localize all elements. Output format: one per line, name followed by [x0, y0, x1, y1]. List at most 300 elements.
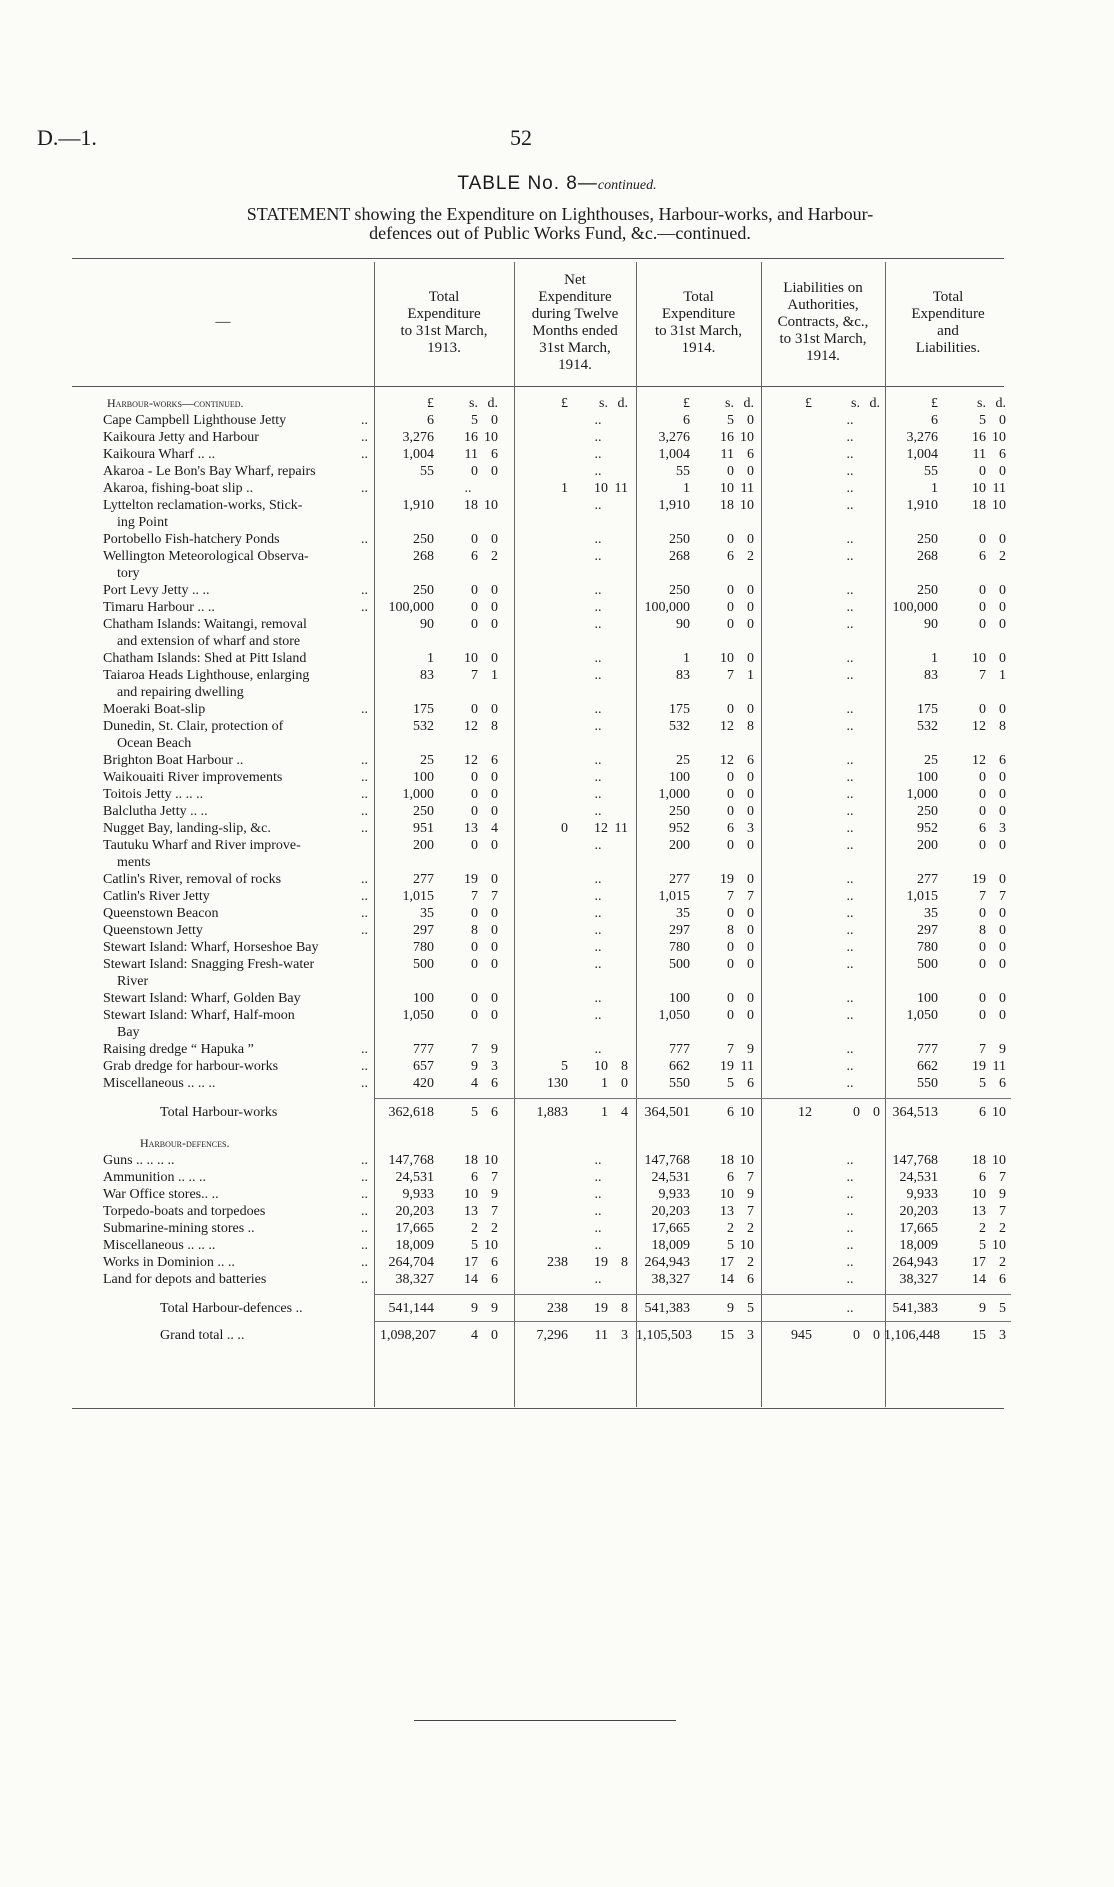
pounds-cell: 1 — [683, 481, 690, 496]
empty-cell-dots: .. — [846, 532, 854, 547]
leader-dots: .. — [361, 413, 368, 428]
row-label: Stewart Island: Wharf, Horseshoe Bay — [103, 940, 319, 955]
table-row — [0, 871, 1114, 888]
pence-cell: 7 — [747, 1204, 754, 1219]
total-rule — [374, 1098, 1011, 1099]
shillings-cell: 6 — [471, 1170, 478, 1185]
pounds-cell: 297 — [917, 923, 938, 938]
pounds-cell: 20,203 — [651, 1204, 690, 1219]
table-row — [0, 650, 1114, 667]
empty-cell-dots: .. — [846, 617, 854, 632]
shillings-cell: 11 — [720, 447, 734, 462]
pence-cell: 9 — [491, 1187, 498, 1202]
pence-cell: 4 — [491, 821, 498, 836]
table-row — [0, 939, 1114, 956]
pence-cell: 9 — [747, 1042, 754, 1057]
shillings-cell: 0 — [979, 532, 986, 547]
table-row — [0, 1075, 1114, 1092]
empty-cell-dots: .. — [846, 719, 854, 734]
col-head-line: to 31st March, — [654, 322, 743, 339]
pounds-cell: 55 — [420, 464, 434, 479]
pounds-cell: 1,883 — [536, 1105, 568, 1120]
leader-dots: .. — [361, 1153, 368, 1168]
pounds-cell: 250 — [917, 804, 938, 819]
shillings-cell: 19 — [720, 872, 734, 887]
shillings-cell: 15 — [720, 1328, 734, 1343]
empty-cell-dots: .. — [846, 447, 854, 462]
pounds-cell: 147,768 — [892, 1153, 938, 1168]
pence-cell: 0 — [999, 583, 1006, 598]
pounds-cell: 24,531 — [395, 1170, 434, 1185]
shillings-cell: 10 — [720, 1187, 734, 1202]
pounds-cell: 38,327 — [899, 1272, 938, 1287]
leader-dots: .. — [361, 821, 368, 836]
leader-dots: .. — [361, 872, 368, 887]
leader-dots: .. — [361, 600, 368, 615]
pence-cell: 10 — [992, 1238, 1006, 1253]
col-head-line: Liabilities on — [783, 280, 863, 296]
row-label: Queenstown Beacon — [103, 906, 219, 921]
pence-cell: 0 — [491, 787, 498, 802]
table-row — [0, 956, 1114, 973]
pounds-cell: 238 — [547, 1255, 568, 1270]
table-row — [0, 769, 1114, 786]
pounds-cell: 250 — [917, 532, 938, 547]
pence-cell: 6 — [491, 1076, 498, 1091]
empty-cell-dots: .. — [594, 719, 602, 734]
pence-cell: 6 — [491, 1272, 498, 1287]
shillings-cell: 0 — [979, 906, 986, 921]
empty-cell-dots: .. — [846, 430, 854, 445]
pounds-cell: 17,665 — [395, 1221, 434, 1236]
row-label: Nugget Bay, landing-slip, &c. — [103, 821, 271, 836]
pence-cell: 10 — [992, 430, 1006, 445]
shillings-cell: 10 — [464, 651, 478, 666]
pence-cell: 0 — [747, 770, 754, 785]
pounds-cell: 17,665 — [651, 1221, 690, 1236]
pence-cell: 6 — [491, 1255, 498, 1270]
pence-cell: 7 — [999, 889, 1006, 904]
shillings-cell: 6 — [727, 821, 734, 836]
shillings-cell: 0 — [979, 957, 986, 972]
empty-cell-dots: .. — [846, 1187, 854, 1202]
pence-cell: 2 — [747, 1221, 754, 1236]
shillings-cell: 0 — [727, 600, 734, 615]
pounds-cell: 1,004 — [658, 447, 690, 462]
shillings-cell: 16 — [464, 430, 478, 445]
leader-dots: .. — [361, 1170, 368, 1185]
col-head-line: 31st March, — [539, 339, 611, 356]
row-label: Grab dredge for harbour-works — [103, 1059, 279, 1074]
pence-cell: 1 — [747, 668, 754, 683]
shillings-cell: 0 — [471, 940, 478, 955]
pounds-cell: 90 — [924, 617, 938, 632]
shillings-cell: 0 — [471, 957, 478, 972]
empty-cell-dots: .. — [846, 1076, 854, 1091]
pence-cell: 0 — [999, 923, 1006, 938]
pounds-cell: 9,933 — [906, 1187, 938, 1202]
shillings-cell: 9 — [727, 1301, 734, 1316]
pounds-cell: 364,501 — [644, 1105, 690, 1120]
table-row-continuation — [0, 684, 1114, 701]
pence-cell: 7 — [747, 1170, 754, 1185]
pounds-cell: 250 — [413, 532, 434, 547]
leader-dots: .. — [361, 1221, 368, 1236]
pence-cell: 0 — [747, 651, 754, 666]
shillings-cell: 0 — [471, 991, 478, 1006]
table-row — [0, 701, 1114, 718]
pence-cell: 0 — [491, 600, 498, 615]
pence-cell: 9 — [491, 1301, 498, 1316]
empty-cell-dots: .. — [846, 770, 854, 785]
header-left: D.—1. — [37, 125, 97, 150]
pence-cell: 0 — [999, 1008, 1006, 1023]
row-label: Kaikoura Wharf .. .. — [103, 447, 216, 462]
empty-cell-dots: .. — [846, 1221, 854, 1236]
pence-cell: 0 — [747, 1008, 754, 1023]
leader-dots: .. — [361, 430, 368, 445]
pence-cell: 0 — [999, 702, 1006, 717]
row-label: Toitois Jetty .. .. .. — [103, 787, 204, 802]
pence-cell: 0 — [999, 906, 1006, 921]
pounds-cell: 420 — [413, 1076, 434, 1091]
empty-cell-dots: .. — [594, 651, 602, 666]
shillings-cell: 0 — [471, 702, 478, 717]
pounds-cell: 100 — [413, 770, 434, 785]
unit-pence: d. — [869, 396, 880, 411]
shillings-cell: 4 — [471, 1328, 478, 1343]
table-row — [0, 905, 1114, 922]
col-head-liabilities — [761, 265, 885, 380]
pence-cell: 10 — [740, 1238, 754, 1253]
empty-cell-dots: .. — [594, 1008, 602, 1023]
row-label-continuation: and extension of wharf and store — [117, 634, 301, 649]
shillings-cell: 0 — [979, 787, 986, 802]
pounds-cell: 17,665 — [899, 1221, 938, 1236]
unit-shillings: s. — [725, 396, 734, 411]
pence-cell: 3 — [747, 821, 754, 836]
shillings-cell: 12 — [594, 821, 608, 836]
empty-cell-dots: .. — [846, 600, 854, 615]
empty-cell-dots: .. — [846, 702, 854, 717]
pounds-cell: 238 — [547, 1301, 568, 1316]
pence-cell: 0 — [491, 838, 498, 853]
pounds-cell: 532 — [669, 719, 690, 734]
empty-cell-dots: .. — [594, 413, 602, 428]
shillings-cell: 19 — [464, 872, 478, 887]
shillings-cell: 0 — [853, 1105, 860, 1120]
pounds-cell: 1,000 — [658, 787, 690, 802]
table-title-main: TABLE No. 8— — [457, 173, 598, 194]
pence-cell: 11 — [614, 821, 628, 836]
table-top-rule — [72, 258, 1004, 259]
row-label: Submarine-mining stores .. — [103, 1221, 255, 1236]
total-rule — [374, 1321, 1011, 1322]
shillings-cell: 13 — [972, 1204, 986, 1219]
empty-cell-dots: .. — [846, 957, 854, 972]
pence-cell: 0 — [873, 1105, 880, 1120]
table-row — [0, 497, 1114, 514]
page-number: 52 — [510, 125, 532, 150]
pounds-cell: 1,910 — [658, 498, 690, 513]
leader-dots: .. — [361, 753, 368, 768]
pence-cell: 0 — [491, 991, 498, 1006]
pence-cell: 6 — [999, 447, 1006, 462]
empty-cell-dots: .. — [846, 753, 854, 768]
empty-cell-dots: .. — [594, 549, 602, 564]
table-title-continued: continued. — [597, 178, 657, 193]
pence-cell: 3 — [999, 821, 1006, 836]
empty-cell-dots: .. — [594, 583, 602, 598]
table-row — [0, 820, 1114, 837]
shillings-cell: 7 — [727, 1042, 734, 1057]
row-label-continuation: Bay — [117, 1025, 140, 1040]
shillings-cell: 17 — [464, 1255, 478, 1270]
pence-cell: 0 — [999, 651, 1006, 666]
row-label: Cape Campbell Lighthouse Jetty — [103, 413, 287, 428]
pounds-cell: 6 — [931, 413, 938, 428]
shillings-cell: 17 — [972, 1255, 986, 1270]
pence-cell: 7 — [999, 1204, 1006, 1219]
pence-cell: 6 — [747, 753, 754, 768]
pounds-cell: 780 — [669, 940, 690, 955]
pounds-cell: 277 — [413, 872, 434, 887]
shillings-cell: 0 — [979, 702, 986, 717]
statement-heading — [60, 205, 1060, 243]
table-row — [0, 429, 1114, 446]
pounds-cell: 3,276 — [658, 430, 690, 445]
pounds-cell: 250 — [917, 583, 938, 598]
row-label: Miscellaneous .. .. .. — [103, 1076, 216, 1091]
empty-cell-dots: .. — [846, 583, 854, 598]
table-row — [0, 446, 1114, 463]
empty-cell-dots: .. — [846, 464, 854, 479]
pence-cell: 7 — [491, 889, 498, 904]
pounds-cell: 268 — [917, 549, 938, 564]
empty-cell-dots: .. — [594, 889, 602, 904]
row-label-continuation: River — [117, 974, 149, 989]
shillings-cell: 19 — [972, 1059, 986, 1074]
pence-cell: 0 — [999, 838, 1006, 853]
empty-cell-dots: .. — [594, 1204, 602, 1219]
unit-pounds: £ — [683, 396, 690, 411]
pence-cell: 0 — [491, 770, 498, 785]
unit-pounds: £ — [561, 396, 568, 411]
pounds-cell: 264,704 — [388, 1255, 434, 1270]
col-head-line: Contracts, &c., — [777, 314, 869, 330]
pence-cell: 0 — [747, 991, 754, 1006]
table-row — [0, 531, 1114, 548]
shillings-cell: 11 — [464, 447, 478, 462]
pounds-cell: 1,050 — [402, 1008, 434, 1023]
leader-dots: .. — [361, 702, 368, 717]
pence-cell: 0 — [747, 702, 754, 717]
pence-cell: 6 — [491, 753, 498, 768]
row-label: Portobello Fish-hatchery Ponds — [103, 532, 280, 547]
col-head-line: 1914. — [681, 339, 716, 356]
empty-cell-dots: .. — [594, 753, 602, 768]
empty-cell-dots: .. — [594, 430, 602, 445]
leader-dots: .. — [361, 1042, 368, 1057]
pounds-cell: 532 — [917, 719, 938, 734]
col-head-line: Expenditure — [538, 288, 612, 305]
pence-cell: 8 — [621, 1301, 628, 1316]
table-row — [0, 616, 1114, 633]
shillings-cell: 15 — [972, 1328, 986, 1343]
row-label: Catlin's River, removal of rocks — [103, 872, 282, 887]
pence-cell: 5 — [747, 1301, 754, 1316]
empty-cell-dots: .. — [594, 1272, 602, 1287]
section-heading-harbour-works: Harbour-works—continued. — [107, 396, 244, 410]
pounds-cell: 20,203 — [395, 1204, 434, 1219]
table-row — [0, 599, 1114, 616]
shillings-cell: 13 — [720, 1204, 734, 1219]
unit-pounds: £ — [805, 396, 812, 411]
pounds-cell: 9,933 — [658, 1187, 690, 1202]
row-label: Tautuku Wharf and River improve- — [103, 838, 301, 853]
pence-cell: 0 — [491, 1008, 498, 1023]
shillings-cell: 0 — [979, 464, 986, 479]
leader-dots: .. — [361, 481, 368, 496]
shillings-cell: 2 — [471, 1221, 478, 1236]
pence-cell: 11 — [614, 481, 628, 496]
table-row — [0, 1203, 1114, 1220]
pence-cell: 0 — [491, 1328, 498, 1343]
pence-cell: 6 — [747, 1272, 754, 1287]
empty-cell-dots: .. — [846, 923, 854, 938]
row-label: Miscellaneous .. .. .. — [103, 1238, 216, 1253]
shillings-cell: 12 — [972, 753, 986, 768]
empty-cell-dots: .. — [846, 1059, 854, 1074]
pence-cell: 0 — [491, 702, 498, 717]
empty-cell-dots: .. — [846, 1238, 854, 1253]
empty-cell-dots: .. — [846, 804, 854, 819]
shillings-cell: 1 — [601, 1105, 608, 1120]
col-head-line: during Twelve — [531, 305, 619, 322]
empty-cell-dots: .. — [594, 804, 602, 819]
pounds-cell: 200 — [413, 838, 434, 853]
table-bottom-rule — [72, 1408, 1004, 1409]
pounds-cell: 297 — [413, 923, 434, 938]
pounds-cell: 952 — [669, 821, 690, 836]
table-row — [0, 786, 1114, 803]
empty-cell-dots: .. — [846, 413, 854, 428]
pence-cell: 0 — [747, 583, 754, 598]
leader-dots: .. — [361, 532, 368, 547]
leader-dots: .. — [361, 1255, 368, 1270]
pounds-cell: 268 — [669, 549, 690, 564]
shillings-cell: 7 — [471, 1042, 478, 1057]
pounds-cell: 500 — [917, 957, 938, 972]
pounds-cell: 250 — [669, 804, 690, 819]
pence-cell: 0 — [999, 600, 1006, 615]
shillings-cell: 5 — [727, 1238, 734, 1253]
table-row — [0, 412, 1114, 429]
shillings-cell: 0 — [471, 787, 478, 802]
pence-cell: 0 — [873, 1328, 880, 1343]
pence-cell: 0 — [491, 532, 498, 547]
empty-cell-dots: .. — [846, 1255, 854, 1270]
pence-cell: 11 — [992, 481, 1006, 496]
col-head-line: Total — [428, 288, 460, 305]
empty-cell-dots: .. — [464, 481, 472, 496]
empty-cell-dots: .. — [594, 906, 602, 921]
table-row — [0, 922, 1114, 939]
shillings-cell: 0 — [727, 991, 734, 1006]
pence-cell: 10 — [484, 498, 498, 513]
shillings-cell: 10 — [594, 1059, 608, 1074]
leader-dots: .. — [361, 1059, 368, 1074]
pounds-cell: 6 — [427, 413, 434, 428]
shillings-cell: 12 — [464, 753, 478, 768]
pence-cell: 2 — [747, 549, 754, 564]
pounds-cell: 945 — [791, 1328, 812, 1343]
shillings-cell: 5 — [471, 1238, 478, 1253]
row-label-continuation: Ocean Beach — [117, 736, 192, 751]
table-row-continuation — [0, 565, 1114, 582]
shillings-cell: 12 — [720, 719, 734, 734]
table-row — [0, 1271, 1114, 1288]
shillings-cell: 14 — [720, 1272, 734, 1287]
table-row — [0, 1058, 1114, 1075]
empty-cell-dots: .. — [594, 1187, 602, 1202]
unit-pence: d. — [743, 396, 754, 411]
statement-line-1: STATEMENT showing the Expenditure on Lighthouses, Harbour-works, and Harbour- — [246, 204, 874, 224]
shillings-cell: 0 — [471, 838, 478, 853]
shillings-cell: 0 — [979, 940, 986, 955]
table-row — [0, 1186, 1114, 1203]
pounds-cell: 1,106,448 — [884, 1328, 940, 1343]
pounds-cell: 1,015 — [906, 889, 938, 904]
pence-cell: 11 — [740, 481, 754, 496]
shillings-cell: 0 — [471, 583, 478, 598]
pounds-cell: 25 — [924, 753, 938, 768]
pounds-cell: 24,531 — [899, 1170, 938, 1185]
shillings-cell: 9 — [471, 1059, 478, 1074]
shillings-cell: 13 — [464, 821, 478, 836]
pence-cell: 9 — [491, 1042, 498, 1057]
row-label: Akaroa - Le Bon's Bay Wharf, repairs — [103, 464, 316, 479]
pounds-cell: 268 — [413, 549, 434, 564]
unit-pounds: £ — [931, 396, 938, 411]
shillings-cell: 14 — [972, 1272, 986, 1287]
empty-cell-dots: .. — [594, 787, 602, 802]
empty-cell-dots: .. — [846, 787, 854, 802]
empty-cell-dots: .. — [594, 447, 602, 462]
pence-cell: 0 — [491, 957, 498, 972]
col-head-line: and — [937, 322, 959, 339]
shillings-cell: 0 — [979, 804, 986, 819]
shillings-cell: 19 — [720, 1059, 734, 1074]
pounds-cell: 362,618 — [388, 1105, 434, 1120]
shillings-cell: 12 — [720, 753, 734, 768]
pounds-cell: 24,531 — [651, 1170, 690, 1185]
pounds-cell: 83 — [676, 668, 690, 683]
col-head-line: to 31st March, — [400, 322, 488, 339]
col-head-line: Months ended — [532, 322, 618, 339]
pounds-cell: 175 — [669, 702, 690, 717]
pounds-cell: 38,327 — [395, 1272, 434, 1287]
pence-cell: 0 — [999, 957, 1006, 972]
shillings-cell: 19 — [594, 1301, 608, 1316]
empty-cell-dots: .. — [846, 906, 854, 921]
row-label: Wellington Meteorological Observa- — [103, 549, 309, 564]
shillings-cell: 11 — [594, 1328, 608, 1343]
shillings-cell: 18 — [464, 1153, 478, 1168]
pence-cell: 3 — [491, 1059, 498, 1074]
pounds-cell: 1 — [931, 481, 938, 496]
shillings-cell: 10 — [972, 1187, 986, 1202]
